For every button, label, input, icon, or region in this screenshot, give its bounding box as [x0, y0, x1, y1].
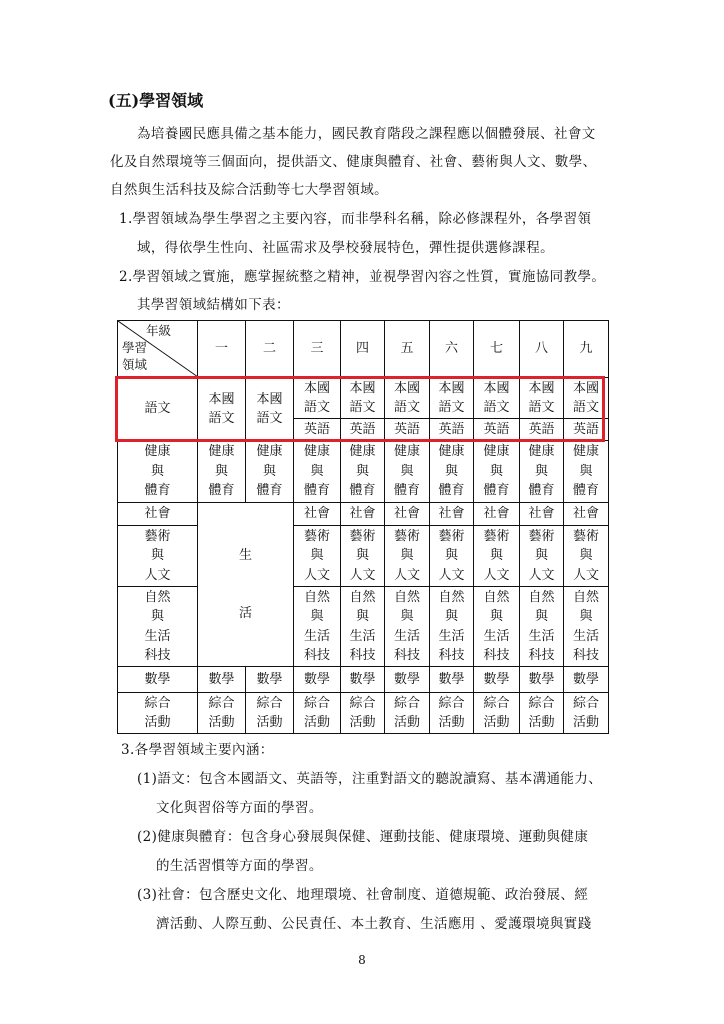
table-cell: 藝術 與 人文 [520, 526, 564, 587]
domain-label-science: 自然 與 生活 科技 [118, 587, 198, 667]
section-heading: (五)學習領域 [108, 91, 204, 110]
page-number: 8 [358, 953, 366, 967]
table-cell: 健康 與 體育 [385, 441, 430, 503]
domain-label-math: 數學 [118, 667, 198, 693]
domain-label-language: 語文 [118, 378, 198, 441]
table-cell: 英語 [341, 419, 385, 441]
item3-line: 3.各學習領域主要內涵： [121, 742, 274, 758]
table-cell: 本國 語文 [198, 378, 246, 441]
table-cell: 本國 語文 [474, 378, 520, 419]
life-curriculum-cell: 生 活 [198, 503, 294, 667]
table-cell: 本國 語文 [294, 378, 341, 419]
corner-grade-label: 年級 [146, 323, 172, 338]
corner-learn-label: 學習 [122, 340, 148, 355]
table-cell: 健康 與 體育 [198, 441, 246, 503]
table-cell: 綜合 活動 [341, 693, 385, 734]
table-cell: 藝術 與 人文 [430, 526, 474, 587]
intro-line: 自然與生活科技及綜合活動等七大學習領域。 [110, 182, 388, 198]
table-cell: 藝術 與 人文 [385, 526, 430, 587]
table-cell: 本國 語文 [430, 378, 474, 419]
table-cell: 健康 與 體育 [430, 441, 474, 503]
grade-header: 六 [430, 321, 474, 378]
table-cell: 本國 語文 [246, 378, 294, 441]
table-cell: 社會 [474, 503, 520, 526]
domain-label-social: 社會 [118, 503, 198, 526]
domain-label-arts: 藝術 與 人文 [118, 526, 198, 587]
table-cell: 數學 [385, 667, 430, 693]
table-cell: 數學 [474, 667, 520, 693]
grade-header: 二 [246, 321, 294, 378]
sub2-line: (2)健康與體育：包含身心發展與保健、運動技能、健康環境、運動與健康 [137, 829, 589, 845]
intro-line: 化及自然環境等三個面向，提供語文、健康與體育、社會、藝術與人文、數學、 [110, 154, 597, 170]
sub1-line: 文化與習俗等方面的學習。 [156, 800, 323, 816]
grade-header: 五 [385, 321, 430, 378]
table-cell: 英語 [520, 419, 564, 441]
grade-header: 九 [564, 321, 609, 378]
table-cell: 自然 與 生活 科技 [430, 587, 474, 667]
grade-header: 四 [341, 321, 385, 378]
table-cell: 數學 [564, 667, 609, 693]
sub2-line: 的生活習慣等方面的學習。 [156, 858, 323, 874]
table-cell: 英語 [385, 419, 430, 441]
table-cell: 自然 與 生活 科技 [294, 587, 341, 667]
table-cell: 健康 與 體育 [474, 441, 520, 503]
table-cell: 自然 與 生活 科技 [341, 587, 385, 667]
table-cell: 健康 與 體育 [341, 441, 385, 503]
table-cell: 英語 [474, 419, 520, 441]
intro-line: 為培養國民應具備之基本能力，國民教育階段之課程應以個體發展、社會文 [137, 126, 596, 142]
table-cell: 健康 與 體育 [520, 441, 564, 503]
header-corner-cell [118, 321, 198, 378]
table-cell: 社會 [341, 503, 385, 526]
learning-domain-table [117, 320, 609, 734]
table-cell: 社會 [294, 503, 341, 526]
table-cell: 數學 [246, 667, 294, 693]
table-cell: 本國 語文 [341, 378, 385, 419]
corner-domain-label: 領域 [122, 357, 148, 372]
item1-line: 域，得依學生性向、社區需求及學校發展特色，彈性提供選修課程。 [137, 240, 554, 256]
sub3-line: (3)社會：包含歷史文化、地理環境、社會制度、道德規範、政治發展、經 [137, 887, 589, 903]
table-cell: 綜合 活動 [294, 693, 341, 734]
table-cell: 綜合 活動 [520, 693, 564, 734]
domain-label-integrative: 綜合 活動 [118, 693, 198, 734]
sub3-line: 濟活動、人際互動、公民責任、本土教育、生活應用 、愛護環境與實踐 [156, 916, 592, 932]
table-cell: 藝術 與 人文 [564, 526, 609, 587]
table-cell: 社會 [520, 503, 564, 526]
table-cell: 健康 與 體育 [564, 441, 609, 503]
table-cell: 藝術 與 人文 [341, 526, 385, 587]
table-cell: 本國 語文 [520, 378, 564, 419]
grade-header: 八 [520, 321, 564, 378]
table-cell: 數學 [198, 667, 246, 693]
table-cell: 自然 與 生活 科技 [564, 587, 609, 667]
table-cell: 本國 語文 [564, 378, 609, 419]
table-cell: 社會 [430, 503, 474, 526]
grade-header: 七 [474, 321, 520, 378]
table-cell: 健康 與 體育 [294, 441, 341, 503]
table-cell: 綜合 活動 [198, 693, 246, 734]
table-cell: 自然 與 生活 科技 [474, 587, 520, 667]
table-cell: 英語 [430, 419, 474, 441]
sub1-line: (1)語文：包含本國語文、英語等，注重對語文的聽說讀寫、基本溝通能力、 [137, 771, 603, 787]
domain-label-health: 健康 與 體育 [118, 441, 198, 503]
table-cell: 綜合 活動 [385, 693, 430, 734]
table-cell: 英語 [294, 419, 341, 441]
grade-header: 三 [294, 321, 341, 378]
table-cell: 綜合 活動 [474, 693, 520, 734]
item2-line: 2.學習領域之實施，應掌握統整之精神，並視學習內容之性質，實施協同教學。 [119, 269, 606, 285]
table-cell: 自然 與 生活 科技 [520, 587, 564, 667]
table-cell: 綜合 活動 [246, 693, 294, 734]
table-cell: 本國 語文 [385, 378, 430, 419]
table-cell: 數學 [520, 667, 564, 693]
table-cell: 藝術 與 人文 [474, 526, 520, 587]
table-cell: 綜合 活動 [564, 693, 609, 734]
table-cell: 自然 與 生活 科技 [385, 587, 430, 667]
table-cell: 英語 [564, 419, 609, 441]
table-cell: 社會 [564, 503, 609, 526]
table-cell: 數學 [430, 667, 474, 693]
table-cell: 健康 與 體育 [246, 441, 294, 503]
table-cell: 綜合 活動 [430, 693, 474, 734]
table-cell: 數學 [341, 667, 385, 693]
table-cell: 藝術 與 人文 [294, 526, 341, 587]
table-cell: 數學 [294, 667, 341, 693]
item1-line: 1.學習領域為學生學習之主要內容，而非學科名稱，除必修課程外，各學習領 [119, 211, 592, 227]
item2-line: 其學習領域結構如下表： [137, 297, 290, 313]
grade-header: 一 [198, 321, 246, 378]
table-cell: 社會 [385, 503, 430, 526]
